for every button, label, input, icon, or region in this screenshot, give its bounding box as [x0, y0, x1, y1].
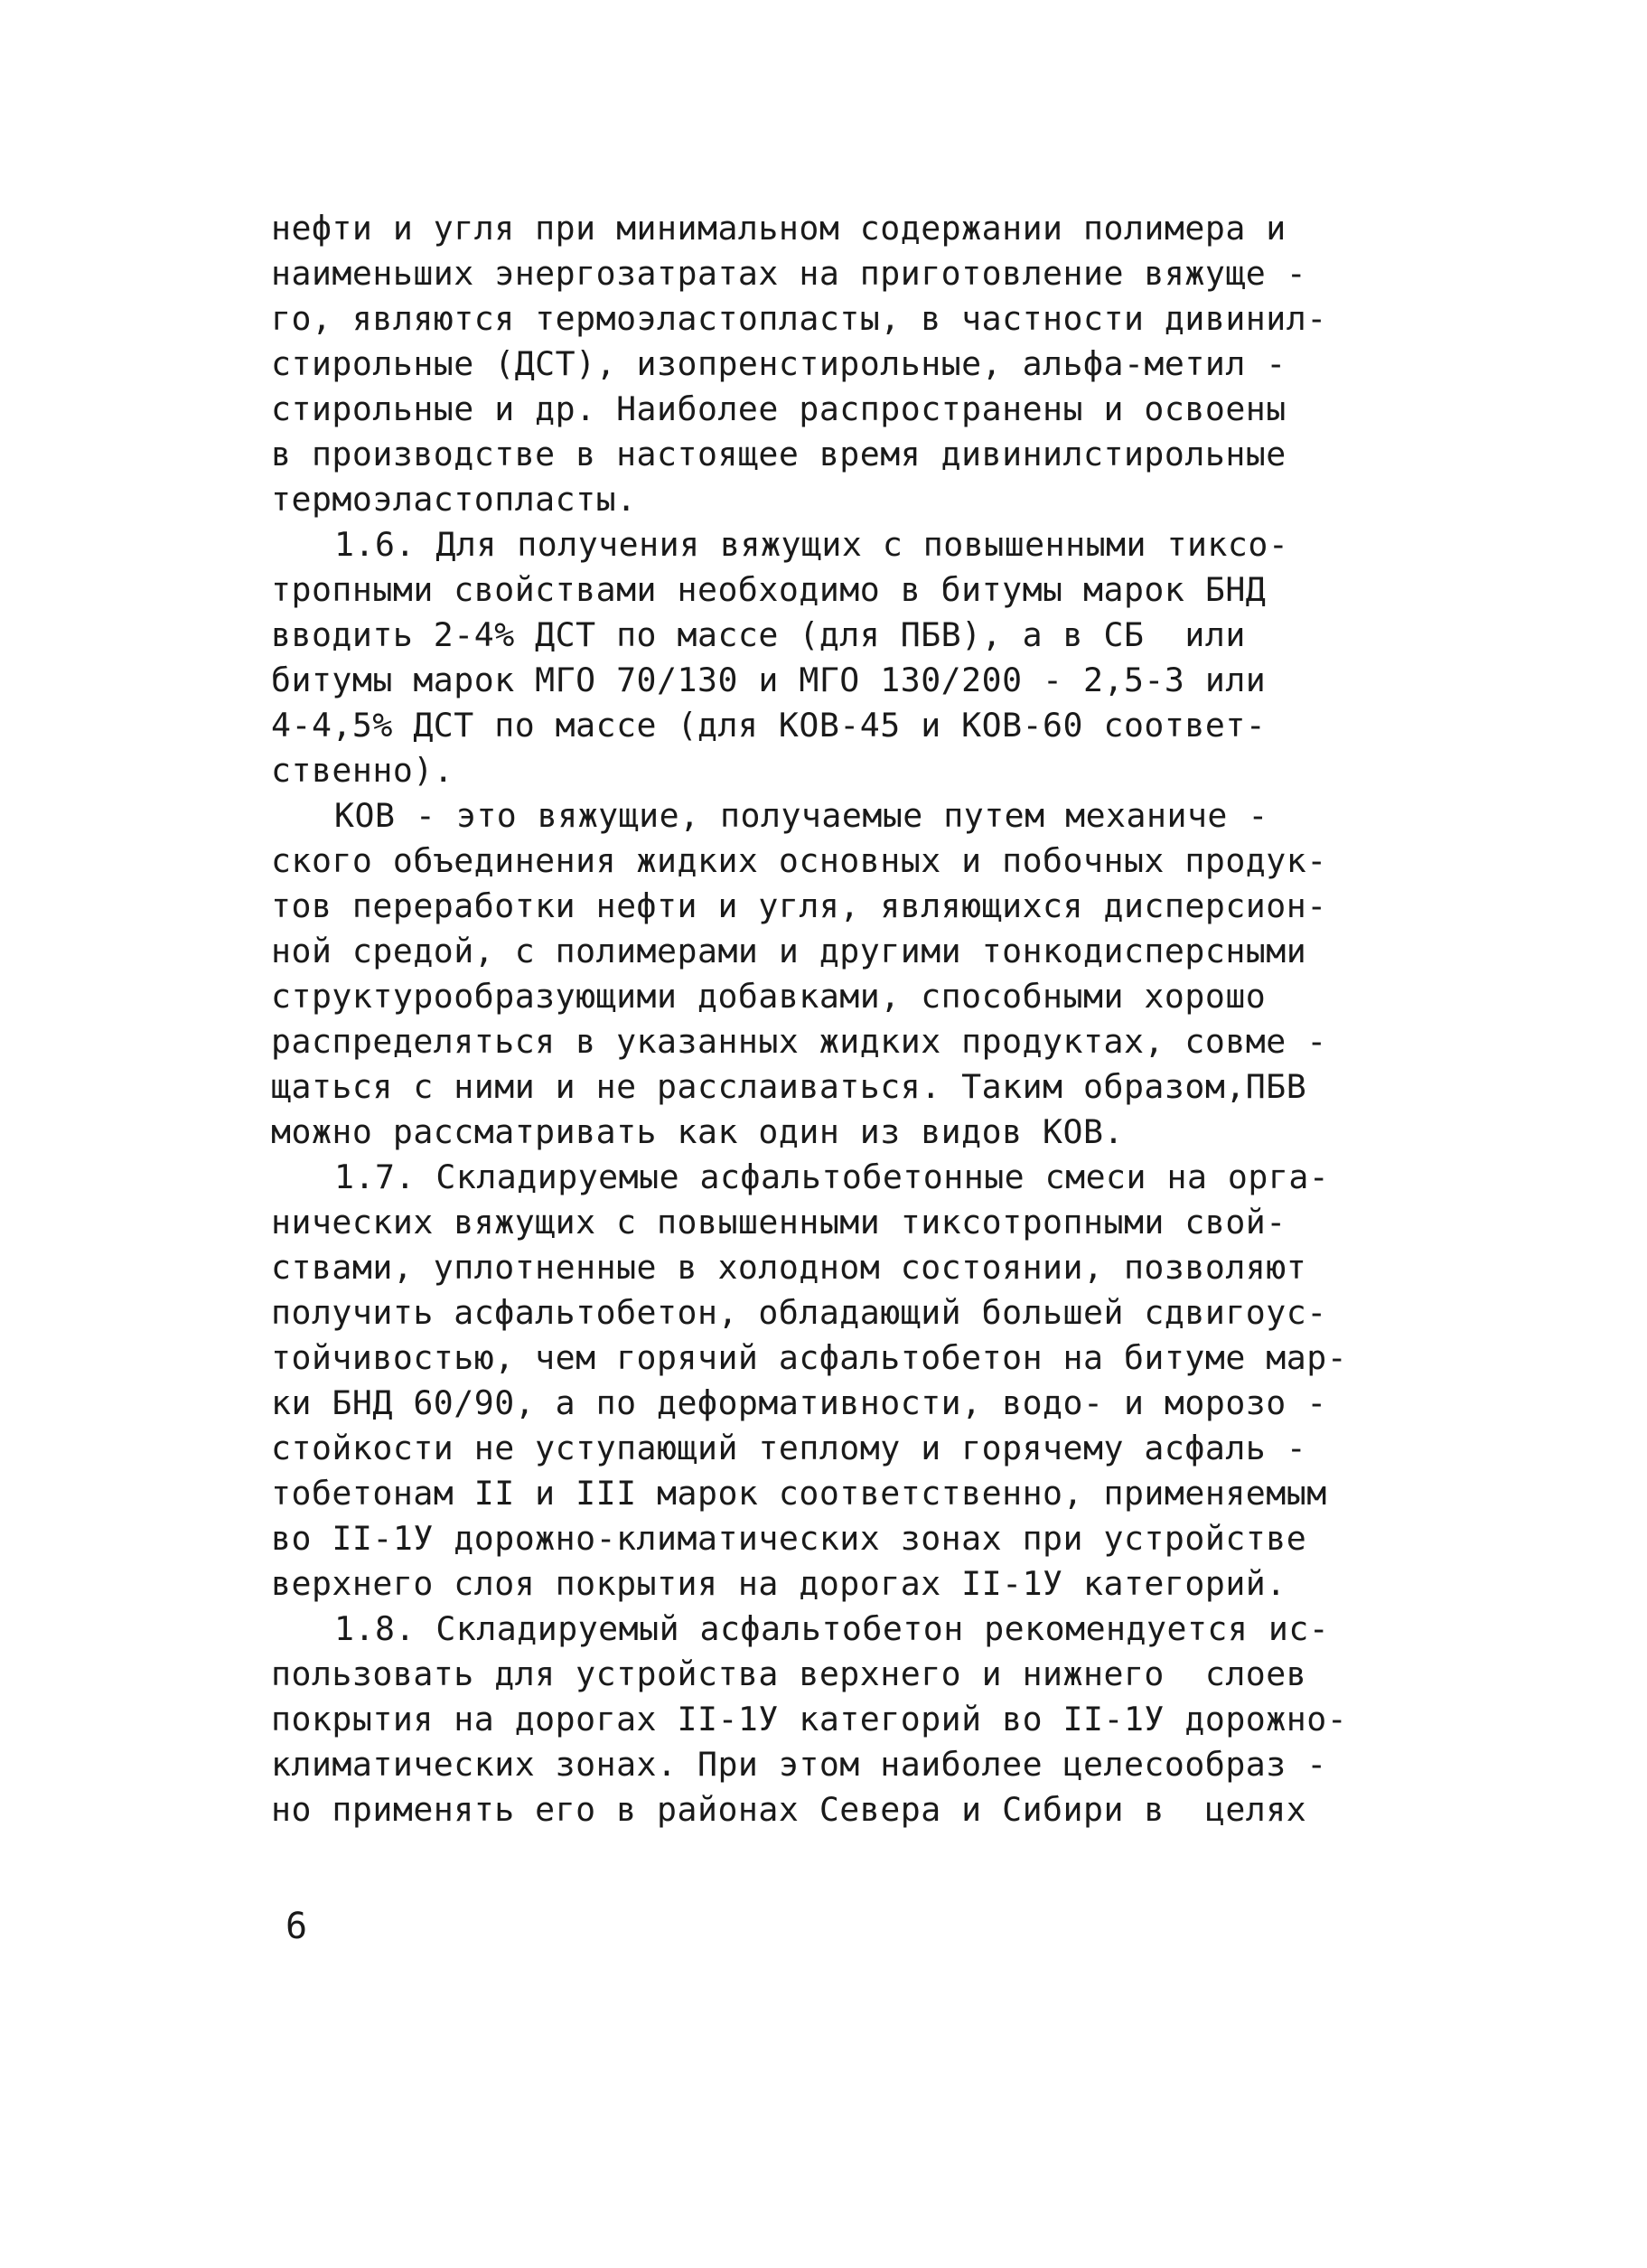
text-line: стирольные и др. Наиболее распространены и освоены	[271, 389, 1287, 428]
page-number: 6	[285, 1906, 308, 1947]
text-line: климатических зонах. При этом наиболее целесообраз -	[271, 1745, 1327, 1784]
text-line: нефти и угля при минимальном содержании полимера и	[271, 209, 1287, 248]
text-line: в производстве в настоящее время дивинилстирольные	[271, 435, 1287, 473]
text-line: получить асфальтобетон, обладающий большей сдвигоус-	[271, 1293, 1327, 1332]
text-line: покрытия на дорогах II-1У категорий во II-1У дорожно-	[271, 1700, 1348, 1738]
text-line: битумы марок МГО 70/130 и МГО 130/200 - 2,5-3 или	[271, 661, 1267, 699]
text-line: тойчивостью, чем горячий асфальтобетон на битуме мар-	[271, 1338, 1348, 1377]
text-line: 1.8. Складируемый асфальтобетон рекомендуется ис-	[334, 1609, 1330, 1648]
text-line: ского объединения жидких основных и побочных продук-	[271, 841, 1327, 880]
text-line: распределяться в указанных жидких продуктах, совме -	[271, 1022, 1327, 1061]
text-line: пользовать для устройства верхнего и нижнего слоев	[271, 1654, 1307, 1693]
text-line: тов переработки нефти и угля, являющихся дисперсион-	[271, 886, 1327, 925]
text-line: нических вяжущих с повышенными тиксотропными свой-	[271, 1203, 1287, 1242]
text-line: ки БНД 60/90, а по деформативности, водо- и морозо -	[271, 1383, 1327, 1422]
text-line: тропными свойствами необходимо в битумы марок БНД	[271, 570, 1267, 609]
text-line: КОВ - это вяжущие, получаемые путем механиче -	[334, 796, 1268, 835]
text-line: 1.7. Складируемые асфальтобетонные смеси на орга-	[334, 1157, 1330, 1196]
text-line: щаться с ними и не расслаиваться. Таким образом,ПБВ	[271, 1067, 1307, 1106]
text-line: го, являются термоэластопласты, в частности дивинил-	[271, 299, 1327, 338]
text-line: ной средой, с полимерами и другими тонкодисперсными	[271, 932, 1307, 970]
text-line: можно рассматривать как один из видов КОВ.	[271, 1112, 1124, 1151]
text-line: 4-4,5% ДСТ по массе (для КОВ-45 и КОВ-60 соответ-	[271, 706, 1267, 745]
text-line: стойкости не уступающий теплому и горячему асфаль -	[271, 1429, 1307, 1467]
text-line: ствами, уплотненные в холодном состоянии, позволяют	[271, 1248, 1307, 1287]
text-line: ственно).	[271, 751, 454, 790]
text-line: верхнего слоя покрытия на дорогах II-1У категорий.	[271, 1564, 1287, 1603]
text-line: термоэластопласты.	[271, 480, 637, 519]
text-line: 1.6. Для получения вяжущих с повышенными тиксо-	[334, 525, 1289, 564]
text-line: стирольные (ДСТ), изопренстирольные, альфа-метил -	[271, 344, 1287, 383]
text-line: вводить 2-4% ДСТ по массе (для ПБВ), а в СБ или	[271, 615, 1246, 654]
text-line: но применять его в районах Севера и Сибири в целях	[271, 1790, 1307, 1829]
text-line: во II-1У дорожно-климатических зонах при устройстве	[271, 1519, 1307, 1558]
text-line: структурообразующими добавками, способными хорошо	[271, 977, 1267, 1016]
body-text	[271, 206, 1446, 1832]
text-line: тобетонам II и III марок соответственно, применяемым	[271, 1474, 1327, 1513]
text-line: наименьших энергозатратах на приготовление вяжуще -	[271, 254, 1307, 293]
